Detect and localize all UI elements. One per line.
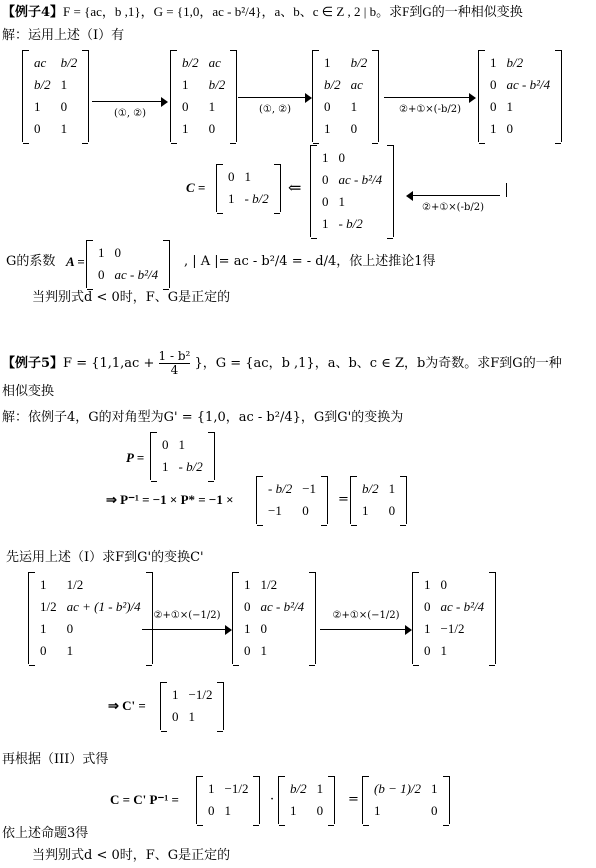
- ex4-arrow-4: [406, 190, 500, 213]
- matrix-cell: 1: [424, 621, 431, 636]
- matrix-cell: 1: [228, 191, 235, 206]
- ex4-solution-intro: 解：运用上述（I）有: [2, 28, 125, 43]
- matrix-cell: b/2: [290, 781, 307, 796]
- matrix-cell: 1: [324, 55, 331, 70]
- matrix-cell: −1: [268, 503, 282, 518]
- ex5-statement-b: }，G = {ac，b ,1}，a、b、c ∈ Z，b为奇数。求F到G的一种: [194, 356, 562, 371]
- ex5-arrow-5: [142, 610, 232, 636]
- matrix-cell: ac - b²/4: [260, 599, 305, 614]
- matrix-cell: 1: [350, 99, 358, 114]
- ex4-matrix-5: [310, 145, 394, 237]
- matrix-cell: 0: [506, 121, 513, 136]
- ex5-frac-num: 1 - b²: [158, 349, 191, 363]
- matrix-cell: - b/2: [338, 216, 363, 231]
- matrix-cell: b/2: [350, 55, 368, 70]
- matrix-cell: 1: [431, 781, 438, 796]
- matrix-cell: ac + (1 - b²)/4: [66, 599, 141, 614]
- ex5-title-line-2: 相似变换: [2, 384, 55, 399]
- ex5-cp-matrix: [160, 682, 224, 730]
- matrix-cell: 0: [260, 621, 267, 636]
- ex5-matrix-n1: [28, 572, 153, 664]
- ex4-bar: [506, 183, 507, 197]
- matrix-cell: 1: [208, 781, 215, 796]
- ex5-conclusion: 当判别式d < 0时，F、G是正定的: [32, 848, 231, 863]
- matrix-cell: 1: [244, 169, 251, 184]
- matrix-cell: b/2: [324, 77, 341, 92]
- matrix-cell: 1: [440, 643, 447, 658]
- matrix-cell: 1: [362, 503, 369, 518]
- ex4-arrow-3: [384, 92, 476, 115]
- matrix-cell: 1: [182, 77, 189, 92]
- matrix-cell: 0: [172, 709, 179, 724]
- matrix-cell: 0: [388, 503, 396, 518]
- matrix-cell: −1/2: [188, 687, 213, 702]
- matrix-cell: (b − 1)/2: [374, 781, 422, 796]
- matrix-cell: 1: [40, 577, 47, 592]
- matrix-cell: 0: [228, 169, 235, 184]
- matrix-cell: 1: [208, 99, 216, 114]
- matrix-cell: 0: [440, 577, 447, 592]
- matrix-cell: b/2: [60, 55, 78, 70]
- ex5-arrow-6: [320, 610, 412, 636]
- matrix-cell: 1: [162, 459, 169, 474]
- ex5-p-label: P =: [126, 450, 145, 465]
- matrix-cell: 1/2: [260, 577, 278, 592]
- matrix-cell: 1: [244, 621, 251, 636]
- ex5-prop: 依上述命题3得: [2, 826, 89, 841]
- ex5-q1-matrix: [196, 776, 260, 824]
- matrix-cell: b/2: [182, 55, 199, 70]
- ex5-title-line: [2, 350, 562, 377]
- matrix-cell: 1: [40, 621, 47, 636]
- ex4-matrix-4: [478, 50, 562, 142]
- ex5-pinv-matrix: [350, 476, 407, 524]
- matrix-cell: 1: [290, 803, 297, 818]
- matrix-cell: 1: [224, 803, 231, 818]
- ex4-matrix-2: [170, 50, 237, 142]
- matrix-cell: 1: [490, 55, 497, 70]
- ex5-p-matrix: [150, 432, 215, 480]
- matrix-cell: 1: [98, 245, 105, 260]
- ex5-head: 【例子5】: [2, 356, 64, 371]
- ex5-q2-matrix: [278, 776, 335, 824]
- matrix-cell: 0: [324, 99, 331, 114]
- matrix-cell: 0: [244, 643, 251, 658]
- matrix-cell: 0: [208, 803, 215, 818]
- ex4-arrow-1: [92, 96, 168, 119]
- matrix-cell: 1: [34, 99, 41, 114]
- matrix-cell: 1/2: [40, 599, 57, 614]
- matrix-cell: 1: [316, 781, 324, 796]
- matrix-cell: 1: [322, 150, 329, 165]
- matrix-cell: 0: [244, 599, 251, 614]
- matrix-cell: ac - b²/4: [338, 172, 383, 187]
- matrix-cell: 1: [172, 687, 179, 702]
- ex5-arrow-6-label: ②+①×(−1/2): [332, 610, 400, 621]
- ex4-a-matrix: [86, 240, 170, 288]
- matrix-cell: 0: [424, 599, 431, 614]
- ex4-c-matrix: [216, 164, 281, 212]
- ex5-again: 再根据（III）式得: [2, 752, 109, 767]
- ex5-cp-label: ⇒ C' =: [108, 698, 146, 713]
- ex4-arrow-1-label: (①, ②): [113, 108, 147, 119]
- matrix-cell: ac: [350, 77, 363, 92]
- matrix-cell: 1: [178, 437, 185, 452]
- matrix-cell: 0: [490, 99, 497, 114]
- matrix-cell: 1: [244, 577, 251, 592]
- matrix-cell: −1/2: [440, 621, 465, 636]
- matrix-cell: 0: [182, 99, 189, 114]
- matrix-cell: b/2: [208, 77, 226, 92]
- matrix-cell: −1: [302, 481, 317, 496]
- matrix-cell: 1: [322, 216, 329, 231]
- ex4-matrix-3: [312, 50, 379, 142]
- matrix-cell: 1: [324, 121, 331, 136]
- ex5-c-eq: C = C' P⁻¹ =: [110, 792, 179, 807]
- matrix-cell: 1: [374, 803, 381, 818]
- matrix-cell: ac: [208, 55, 221, 70]
- ex5-solution-intro: 解：依例子4，G的对角型为G' = {1,0，ac - b²/4}，G到G'的变换为: [2, 410, 404, 425]
- matrix-cell: 0: [60, 99, 68, 114]
- ex5-pstar-matrix: [256, 476, 328, 524]
- ex4-arrow-3-label: ②+①×(-b/2): [398, 104, 461, 115]
- ex5-statement-a: F = {1,1,ac +: [63, 356, 155, 371]
- matrix-cell: 1: [188, 709, 195, 724]
- ex5-eq2: =: [348, 792, 359, 807]
- matrix-cell: 0: [162, 437, 169, 452]
- ex5-matrix-n3: [412, 572, 496, 664]
- matrix-cell: 0: [34, 121, 41, 136]
- matrix-cell: 0: [208, 121, 216, 136]
- matrix-cell: −1/2: [224, 781, 249, 796]
- ex4-title-line: [2, 4, 523, 21]
- ex4-arrow-2-label: (①, ②): [258, 104, 292, 115]
- ex5-first-step: 先运用上述（I）求F到G'的变换C': [6, 550, 204, 565]
- matrix-cell: ac - b²/4: [440, 599, 485, 614]
- matrix-cell: - b/2: [244, 191, 269, 206]
- matrix-cell: ac - b²/4: [114, 267, 159, 282]
- matrix-cell: 0: [322, 172, 329, 187]
- matrix-cell: - b/2: [178, 459, 203, 474]
- ex4-head: 【例子4】: [2, 5, 64, 20]
- matrix-cell: 1: [182, 121, 189, 136]
- matrix-cell: ac - b²/4: [506, 77, 551, 92]
- ex4-arrow-4-label: ②+①×(-b/2): [421, 202, 484, 213]
- ex5-arrow-5-label: ②+①×(−1/2): [153, 610, 221, 621]
- ex4-coef-pre: G的系数: [6, 254, 56, 269]
- ex5-q3-matrix: [362, 776, 450, 824]
- ex4-statement: F = {ac，b ,1}，G = {1,0，ac - b²/4}，a、b、c ∈ Z , 2 | b。求F到G的一种相似变换: [63, 4, 523, 19]
- matrix-cell: - b/2: [268, 481, 293, 496]
- ex5-eq: =: [338, 492, 349, 507]
- matrix-cell: b/2: [362, 481, 379, 496]
- matrix-cell: 0: [338, 150, 345, 165]
- matrix-cell: 0: [114, 245, 121, 260]
- matrix-cell: ac: [34, 55, 47, 70]
- matrix-cell: b/2: [506, 55, 524, 70]
- ex4-matrix-1: [22, 50, 89, 142]
- matrix-cell: 1: [506, 99, 513, 114]
- matrix-cell: b/2: [34, 77, 51, 92]
- ex5-matrix-n2: [232, 572, 316, 664]
- matrix-cell: 1: [260, 643, 267, 658]
- matrix-cell: 0: [316, 803, 324, 818]
- ex5-frac-den: 4: [170, 363, 179, 377]
- matrix-cell: 0: [302, 503, 309, 518]
- matrix-cell: 0: [322, 194, 329, 209]
- matrix-cell: 1/2: [66, 577, 84, 592]
- ex5-pinv-pre: ⇒ P⁻¹ = −1 × P* = −1 ×: [106, 492, 234, 507]
- matrix-cell: 0: [40, 643, 47, 658]
- ex5-dot: ·: [270, 792, 275, 807]
- matrix-cell: 1: [66, 643, 74, 658]
- ex4-arrow-2: [238, 92, 312, 115]
- ex4-lleftarrow: ⇐: [288, 178, 302, 197]
- matrix-cell: 0: [350, 121, 358, 136]
- matrix-cell: 1: [424, 577, 431, 592]
- matrix-cell: 0: [490, 77, 497, 92]
- matrix-cell: 1: [490, 121, 497, 136]
- matrix-cell: 1: [60, 121, 68, 136]
- matrix-cell: 1: [60, 77, 68, 92]
- matrix-cell: 1: [338, 194, 345, 209]
- ex4-a-label: A =: [66, 254, 85, 269]
- ex4-c-label: C =: [186, 180, 206, 195]
- matrix-cell: 1: [388, 481, 396, 496]
- matrix-cell: 0: [431, 803, 438, 818]
- ex4-conclusion: 当判别式d < 0时，F、G是正定的: [32, 290, 231, 305]
- matrix-cell: 0: [66, 621, 74, 636]
- matrix-cell: 0: [424, 643, 431, 658]
- matrix-cell: 0: [98, 267, 105, 282]
- ex4-coef-post: , | A |= ac - b²/4 = - d/4，依上述推论1得: [184, 254, 436, 269]
